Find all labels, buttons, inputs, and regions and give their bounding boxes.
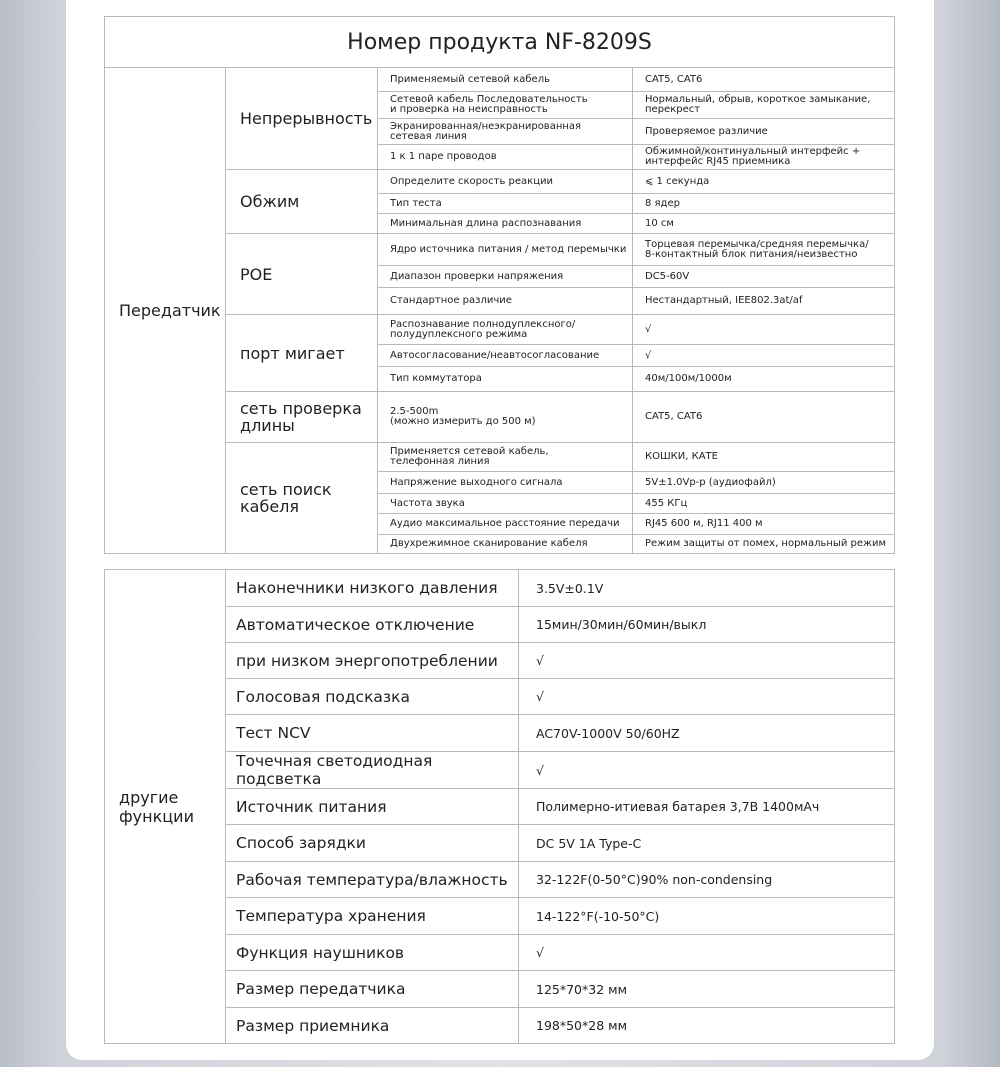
value-cell: √ [633,345,895,367]
value-cell: Проверяемое различие [633,119,895,145]
param-cell: Тип коммутатора [378,367,633,392]
feature-name: Автоматическое отключение [226,607,519,643]
value-cell: Нормальный, обрыв, короткое замыкание, перекрест [633,92,895,119]
feature-value: √ [519,679,895,715]
value-cell: Режим защиты от помех, нормальный режим [633,535,895,554]
feature-name: Наконечники низкого давления [226,570,519,607]
feature-name: Функция наушников [226,935,519,971]
product-title: Номер продукта NF-8209S [105,17,895,68]
param-cell: 1 к 1 паре проводов [378,145,633,170]
feature-value: AC70V-1000V 50/60HZ [519,715,895,752]
feature-name: Способ зарядки [226,825,519,862]
param-cell: Применяется сетевой кабель, телефонная линия [378,443,633,472]
feature-name: Размер приемника [226,1008,519,1044]
spec-card [66,0,934,1060]
param-cell: Автосогласование/неавтосогласование [378,345,633,367]
param-cell: Применяемый сетевой кабель [378,68,633,92]
param-cell: Стандартное различие [378,288,633,315]
feature-name: при низком энергопотреблении [226,643,519,679]
feature-name: Размер передатчика [226,971,519,1008]
other-functions-table [104,569,895,1044]
param-cell: Тип теста [378,194,633,214]
feature-name: Рабочая температура/влажность [226,862,519,898]
param-cell: Распознавание полнодуплексного/ полудуплексного режима [378,315,633,345]
group-label: Непрерывность [226,68,378,170]
transmitter-spec-table [104,16,895,554]
param-cell: Определите скорость реакции [378,170,633,194]
value-cell: КОШКИ, КАТЕ [633,443,895,472]
value-cell: DC5-60V [633,266,895,288]
value-cell: 10 см [633,214,895,234]
group-label: сеть поиск кабеля [226,443,378,554]
feature-value: 3.5V±0.1V [519,570,895,607]
value-cell: Нестандартный, IEE802.3at/af [633,288,895,315]
value-cell: RJ45 600 м, RJ11 400 м [633,514,895,535]
feature-value: √ [519,935,895,971]
param-cell: Диапазон проверки напряжения [378,266,633,288]
table-row [105,68,895,92]
value-cell: CAT5, CAT6 [633,68,895,92]
value-cell: 455 КГц [633,494,895,514]
feature-value: √ [519,752,895,789]
value-cell: √ [633,315,895,345]
section-label-transmitter: Передатчик [105,68,226,554]
group-label: Обжим [226,170,378,234]
feature-value: √ [519,643,895,679]
param-cell: Экранированная/неэкранированная сетевая линия [378,119,633,145]
feature-value: 14-122°F(-10-50°C) [519,898,895,935]
param-cell: Напряжение выходного сигнала [378,472,633,494]
feature-name: Источник питания [226,789,519,825]
feature-value: 15мин/30мин/60мин/выкл [519,607,895,643]
feature-name: Тест NCV [226,715,519,752]
param-cell: Аудио максимальное расстояние передачи [378,514,633,535]
feature-name: Голосовая подсказка [226,679,519,715]
value-cell: ⩽ 1 секунда [633,170,895,194]
feature-value: 198*50*28 мм [519,1008,895,1044]
feature-value: 125*70*32 мм [519,971,895,1008]
group-label: порт мигает [226,315,378,392]
feature-value: Полимерно-итиевая батарея 3,7В 1400мАч [519,789,895,825]
param-cell: Двухрежимное сканирование кабеля [378,535,633,554]
value-cell: 5V±1.0Vp-p (аудиофайл) [633,472,895,494]
param-cell: Ядро источника питания / метод перемычки [378,234,633,266]
param-cell: Сетевой кабель Последовательность и проверка на неисправность [378,92,633,119]
param-cell: Частота звука [378,494,633,514]
value-cell: 40м/100м/1000м [633,367,895,392]
value-cell: 8 ядер [633,194,895,214]
title-row [105,17,895,68]
table-row [105,570,895,607]
group-label: POE [226,234,378,315]
value-cell: Торцевая перемычка/средняя перемычка/ 8-контактный блок питания/неизвестно [633,234,895,266]
value-cell: CAT5, CAT6 [633,392,895,443]
group-label: сеть проверка длины [226,392,378,443]
feature-value: DC 5V 1A Type-C [519,825,895,862]
feature-name: Точечная светодиодная подсветка [226,752,519,789]
param-cell: 2.5-500m (можно измерить до 500 м) [378,392,633,443]
section-label-other: другие функции [105,570,226,1044]
feature-name: Температура хранения [226,898,519,935]
feature-value: 32-122F(0-50°C)90% non-condensing [519,862,895,898]
value-cell: Обжимной/континуальный интерфейс + интерфейс RJ45 приемника [633,145,895,170]
param-cell: Минимальная длина распознавания [378,214,633,234]
